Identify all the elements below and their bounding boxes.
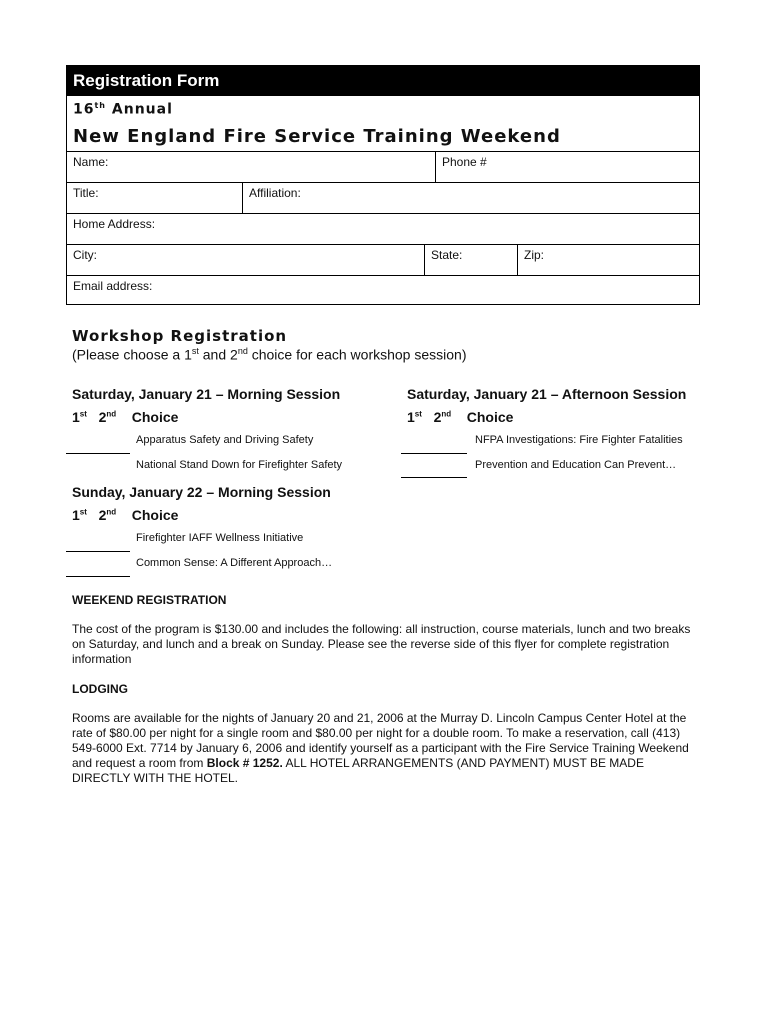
- state-field[interactable]: State:: [424, 245, 517, 275]
- workshop-option: Common Sense: A Different Approach…: [136, 557, 333, 569]
- workshop-option: Apparatus Safety and Driving Safety: [136, 434, 314, 446]
- weekend-text: The cost of the program is $130.00 and includes the following: all instruction, course materials, lunch and two breaks on Saturday, and lunch and a break on Sunday. Please see the reverse side of this flyer for complete registration information: [72, 622, 691, 666]
- city-field[interactable]: City:: [73, 248, 97, 262]
- workshop-option: NFPA Investigations: Fire Fighter Fatalities: [475, 434, 683, 446]
- workshop-option: National Stand Down for Firefighter Safety: [136, 459, 343, 471]
- workshop-option: Firefighter IAFF Wellness Initiative: [136, 532, 304, 544]
- lodging-text: Rooms are available for the nights of January 20 and 21, 2006 at the Murray D. Lincoln Campus Center Hotel at the rate of $80.00 per night for a single room and $80.00 per night for a double room. To make a reservation, call (413) 549-6000 Ext. 7714 by January 6, 2006 and identify yourself as a participant with the Fire Service Training Weekend and request a room from Block # 1252. ALL HOTEL ARRANGEMENTS (AND PAYMENT) MUST BE MADE DIRECTLY WITH THE HOTEL.: [72, 711, 689, 785]
- choice-header: 1st 2nd Choice: [72, 507, 179, 523]
- choice-blank[interactable]: [401, 453, 467, 454]
- form-header: Registration Form: [67, 66, 699, 96]
- phone-field[interactable]: Phone #: [435, 152, 699, 182]
- workshop-option: Prevention and Education Can Prevent…: [475, 459, 677, 471]
- home-address-field[interactable]: Home Address:: [73, 217, 156, 231]
- session-title: Saturday, January 21 – Morning Session: [72, 386, 341, 402]
- annual-label: 16th Annual: [73, 101, 173, 118]
- choice-blank[interactable]: [66, 576, 130, 577]
- session-title: Saturday, January 21 – Afternoon Session: [407, 386, 687, 402]
- city-row: [67, 244, 699, 275]
- event-title: New England Fire Service Training Weekend: [73, 126, 561, 147]
- workshop-subtitle: (Please choose a 1st and 2nd choice for each workshop session): [72, 346, 467, 363]
- name-field[interactable]: Name:: [73, 155, 109, 169]
- affiliation-field[interactable]: Affiliation:: [242, 183, 699, 213]
- choice-blank[interactable]: [66, 453, 130, 454]
- session-title: Sunday, January 22 – Morning Session: [72, 484, 331, 500]
- email-row: [67, 275, 699, 305]
- block-number: Block # 1252.: [206, 756, 283, 770]
- zip-field[interactable]: Zip:: [517, 245, 699, 275]
- address-row: [67, 213, 699, 244]
- title-row: [67, 182, 699, 213]
- email-field[interactable]: Email address:: [73, 279, 153, 293]
- title-field[interactable]: Title:: [73, 186, 99, 200]
- lodging-heading: LODGING: [72, 682, 128, 696]
- choice-blank[interactable]: [66, 551, 130, 552]
- choice-blank[interactable]: [401, 477, 467, 478]
- workshop-title: Workshop Registration: [72, 327, 288, 345]
- registration-form: [66, 65, 700, 305]
- choice-header: 1st 2nd Choice: [407, 409, 514, 425]
- weekend-heading: WEEKEND REGISTRATION: [72, 593, 227, 607]
- choice-header: 1st 2nd Choice: [72, 409, 179, 425]
- name-row: [67, 151, 699, 182]
